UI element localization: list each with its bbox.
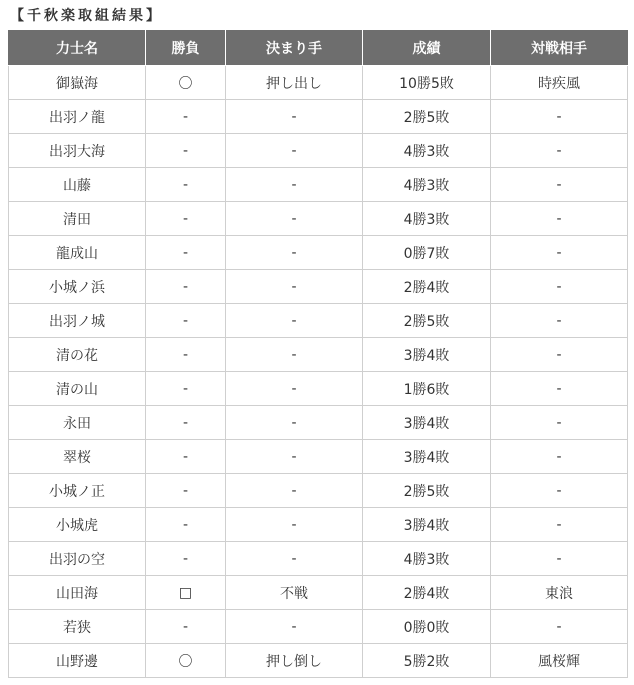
result-cell: - (146, 440, 226, 474)
opponent-cell: - (491, 270, 628, 304)
table-row (9, 406, 628, 440)
record-cell: 3勝4敗 (363, 508, 491, 542)
kimarite-cell: - (226, 474, 363, 508)
table-row (9, 542, 628, 576)
opponent-cell: - (491, 168, 628, 202)
result-cell: - (146, 508, 226, 542)
rikishi-name-cell: 山田海 (9, 576, 146, 610)
result-cell: - (146, 270, 226, 304)
result-cell: - (146, 236, 226, 270)
result-cell: 〇 (146, 644, 226, 678)
opponent-cell: - (491, 474, 628, 508)
table-row (9, 66, 628, 100)
record-cell: 0勝7敗 (363, 236, 491, 270)
record-cell: 3勝4敗 (363, 440, 491, 474)
results-table (8, 30, 628, 678)
kimarite-cell: - (226, 406, 363, 440)
result-cell: - (146, 202, 226, 236)
result-cell: - (146, 542, 226, 576)
result-cell: - (146, 168, 226, 202)
rikishi-name-cell: 山野邊 (9, 644, 146, 678)
rikishi-name-cell: 永田 (9, 406, 146, 440)
record-cell: 10勝5敗 (363, 66, 491, 100)
kimarite-cell: - (226, 440, 363, 474)
kimarite-cell: 押し倒し (226, 644, 363, 678)
kimarite-cell: - (226, 168, 363, 202)
opponent-cell: - (491, 508, 628, 542)
result-cell: - (146, 372, 226, 406)
rikishi-name-cell: 御嶽海 (9, 66, 146, 100)
table-row (9, 338, 628, 372)
table-row (9, 372, 628, 406)
opponent-cell: - (491, 236, 628, 270)
record-cell: 5勝2敗 (363, 644, 491, 678)
table-row (9, 576, 628, 610)
header-rikishi-name: 力士名 (9, 31, 146, 66)
record-cell: 2勝4敗 (363, 270, 491, 304)
opponent-cell: 東浪 (491, 576, 628, 610)
result-cell: - (146, 100, 226, 134)
kimarite-cell: 押し出し (226, 66, 363, 100)
record-cell: 4勝3敗 (363, 168, 491, 202)
result-cell: - (146, 406, 226, 440)
rikishi-name-cell: 龍成山 (9, 236, 146, 270)
opponent-cell: - (491, 610, 628, 644)
opponent-cell: 風桜輝 (491, 644, 628, 678)
rikishi-name-cell: 小城ノ正 (9, 474, 146, 508)
rikishi-name-cell: 若狭 (9, 610, 146, 644)
record-cell: 2勝5敗 (363, 304, 491, 338)
result-cell: - (146, 134, 226, 168)
kimarite-cell: - (226, 134, 363, 168)
record-cell: 4勝3敗 (363, 202, 491, 236)
table-row (9, 610, 628, 644)
table-row (9, 168, 628, 202)
rikishi-name-cell: 翠桜 (9, 440, 146, 474)
opponent-cell: - (491, 100, 628, 134)
rikishi-name-cell: 出羽大海 (9, 134, 146, 168)
record-cell: 2勝5敗 (363, 474, 491, 508)
record-cell: 1勝6敗 (363, 372, 491, 406)
opponent-cell: - (491, 406, 628, 440)
rikishi-name-cell: 出羽ノ城 (9, 304, 146, 338)
opponent-cell: 時疾風 (491, 66, 628, 100)
result-cell: - (146, 304, 226, 338)
table-row (9, 270, 628, 304)
table-row (9, 508, 628, 542)
opponent-cell: - (491, 304, 628, 338)
kimarite-cell: - (226, 338, 363, 372)
header-row (9, 31, 628, 66)
header-opponent: 対戦相手 (491, 31, 628, 66)
header-kimarite: 決まり手 (226, 31, 363, 66)
kimarite-cell: - (226, 610, 363, 644)
kimarite-cell: - (226, 372, 363, 406)
rikishi-name-cell: 清の山 (9, 372, 146, 406)
results-body (9, 66, 628, 678)
opponent-cell: - (491, 372, 628, 406)
opponent-cell: - (491, 338, 628, 372)
header-result: 勝負 (146, 31, 226, 66)
table-row (9, 304, 628, 338)
kimarite-cell: - (226, 236, 363, 270)
rikishi-name-cell: 出羽の空 (9, 542, 146, 576)
table-row (9, 440, 628, 474)
rikishi-name-cell: 清の花 (9, 338, 146, 372)
result-cell: □ (146, 576, 226, 610)
rikishi-name-cell: 小城虎 (9, 508, 146, 542)
rikishi-name-cell: 小城ノ浜 (9, 270, 146, 304)
opponent-cell: - (491, 202, 628, 236)
result-cell: 〇 (146, 66, 226, 100)
record-cell: 2勝5敗 (363, 100, 491, 134)
record-cell: 3勝4敗 (363, 406, 491, 440)
kimarite-cell: - (226, 508, 363, 542)
rikishi-name-cell: 清田 (9, 202, 146, 236)
result-cell: - (146, 474, 226, 508)
kimarite-cell: - (226, 304, 363, 338)
record-cell: 0勝0敗 (363, 610, 491, 644)
kimarite-cell: - (226, 202, 363, 236)
result-cell: - (146, 610, 226, 644)
page-title: 【千秋楽取組結果】 (10, 8, 163, 24)
kimarite-cell: - (226, 542, 363, 576)
header-record: 成績 (363, 31, 491, 66)
rikishi-name-cell: 山藤 (9, 168, 146, 202)
table-row (9, 100, 628, 134)
record-cell: 3勝4敗 (363, 338, 491, 372)
table-row (9, 644, 628, 678)
opponent-cell: - (491, 542, 628, 576)
table-row (9, 202, 628, 236)
record-cell: 4勝3敗 (363, 542, 491, 576)
opponent-cell: - (491, 134, 628, 168)
record-cell: 2勝4敗 (363, 576, 491, 610)
kimarite-cell: - (226, 270, 363, 304)
table-row (9, 236, 628, 270)
table-row (9, 474, 628, 508)
kimarite-cell: - (226, 100, 363, 134)
rikishi-name-cell: 出羽ノ龍 (9, 100, 146, 134)
kimarite-cell: 不戦 (226, 576, 363, 610)
result-cell: - (146, 338, 226, 372)
opponent-cell: - (491, 440, 628, 474)
record-cell: 4勝3敗 (363, 134, 491, 168)
table-row (9, 134, 628, 168)
